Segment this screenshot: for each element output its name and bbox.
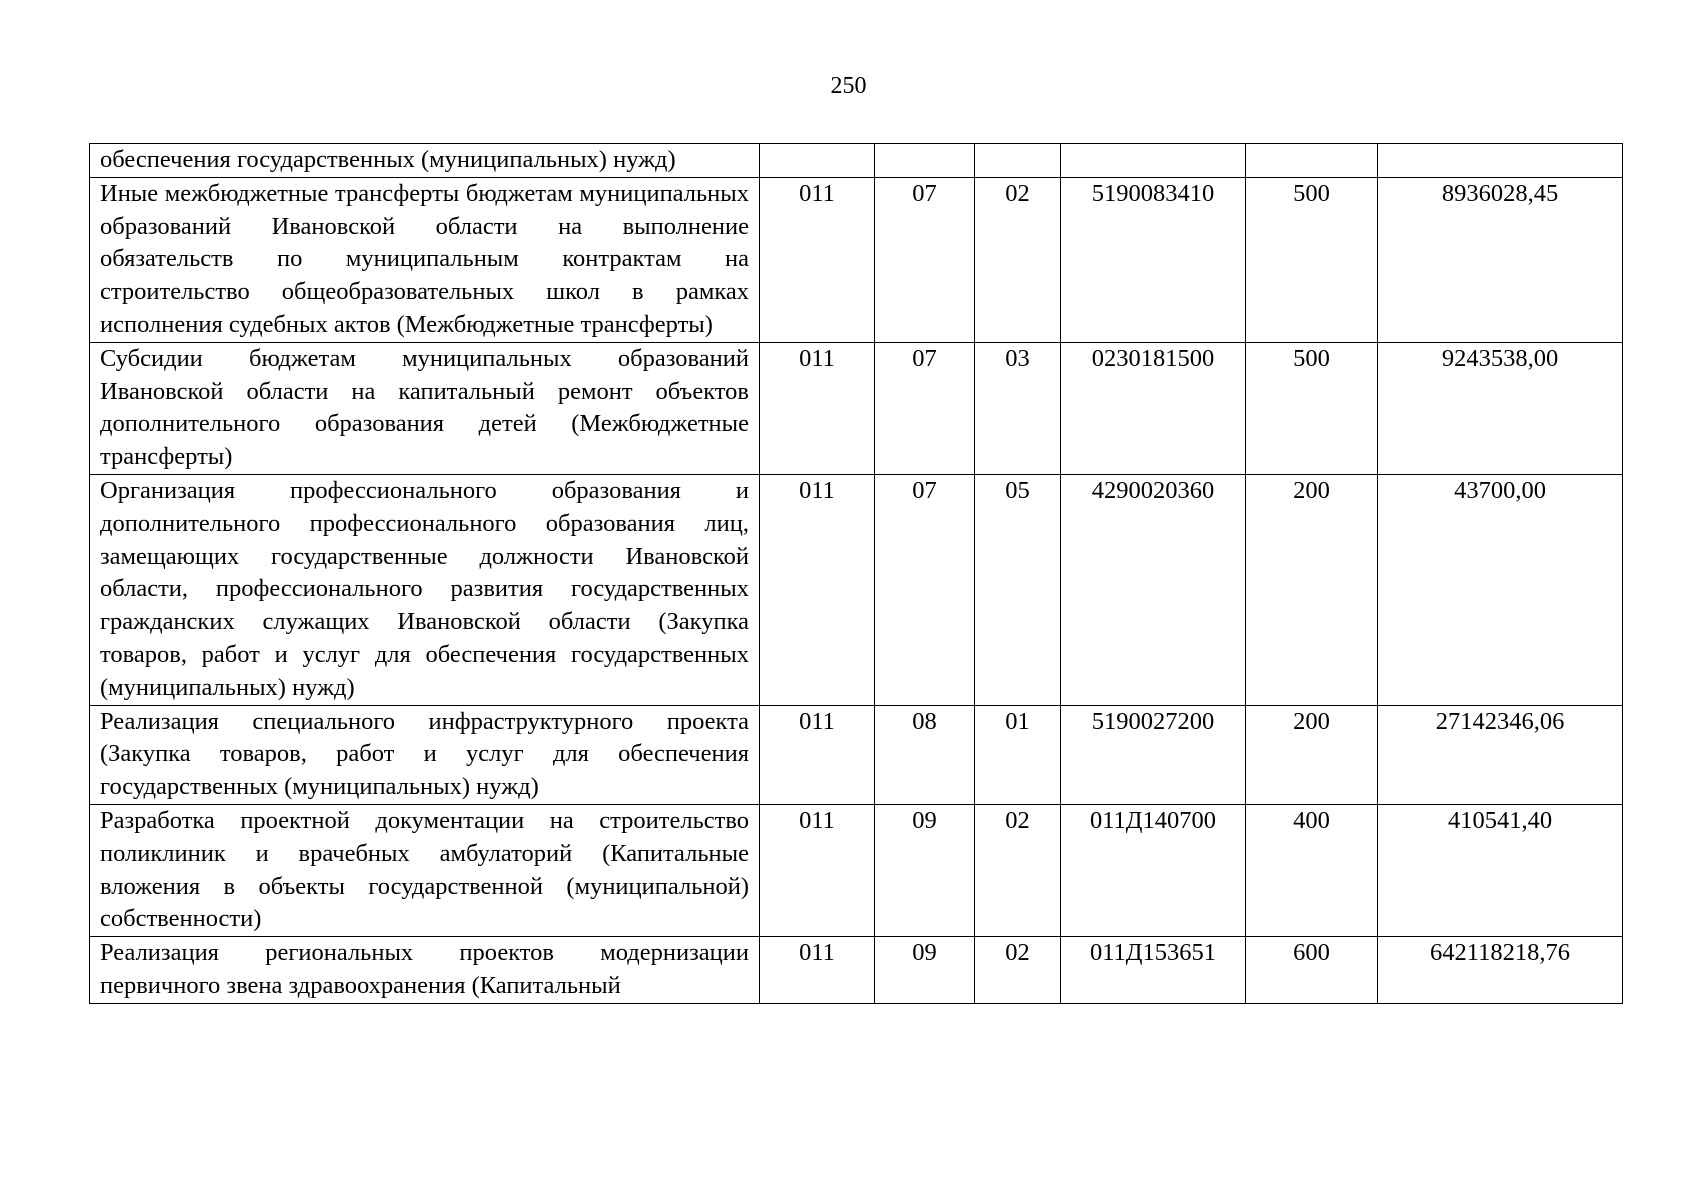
row-amount: 43700,00	[1378, 474, 1623, 705]
row-target-article: 5190027200	[1061, 705, 1246, 804]
row-description: Организация профессионального образования и дополнительного профессионального образования лиц, замещающих государственные должности Ивановской области, профессионального развития государственных гражданских служащих Ивановской области (Закупка товаров, работ и услуг для обеспечения государственных (муниципальных) нужд)	[90, 474, 760, 705]
row-section-code: 09	[875, 937, 975, 1004]
row-description: Реализация региональных проектов модернизации первичного звена здравоохранения (Капитальный	[90, 937, 760, 1004]
row-target-article: 011Д140700	[1061, 804, 1246, 936]
row-section-code: 08	[875, 705, 975, 804]
row-amount: 27142346,06	[1378, 705, 1623, 804]
row-subsection-code: 05	[975, 474, 1061, 705]
table-row	[90, 342, 1623, 474]
row-subsection-code: 03	[975, 342, 1061, 474]
row-target-article: 5190083410	[1061, 177, 1246, 342]
row-target-article: 0230181500	[1061, 342, 1246, 474]
row-expense-type: 200	[1246, 474, 1378, 705]
row-subsection-code: 02	[975, 177, 1061, 342]
row-section-code: 07	[875, 342, 975, 474]
row-expense-type	[1246, 144, 1378, 178]
row-subsection-code: 02	[975, 937, 1061, 1004]
row-target-article: 4290020360	[1061, 474, 1246, 705]
table-row	[90, 474, 1623, 705]
row-ministry-code: 011	[760, 804, 875, 936]
row-description: Субсидии бюджетам муниципальных образований Ивановской области на капитальный ремонт объектов дополнительного образования детей (Межбюджетные трансферты)	[90, 342, 760, 474]
row-ministry-code	[760, 144, 875, 178]
table-row	[90, 705, 1623, 804]
row-target-article	[1061, 144, 1246, 178]
row-description: обеспечения государственных (муниципальных) нужд)	[90, 144, 760, 178]
row-expense-type: 500	[1246, 177, 1378, 342]
row-expense-type: 600	[1246, 937, 1378, 1004]
row-subsection-code: 02	[975, 804, 1061, 936]
row-expense-type: 200	[1246, 705, 1378, 804]
page-number: 250	[830, 73, 867, 99]
row-amount: 410541,40	[1378, 804, 1623, 936]
row-ministry-code: 011	[760, 474, 875, 705]
row-amount: 642118218,76	[1378, 937, 1623, 1004]
row-amount: 8936028,45	[1378, 177, 1623, 342]
row-amount	[1378, 144, 1623, 178]
row-section-code: 07	[875, 474, 975, 705]
table-row	[90, 804, 1623, 936]
row-ministry-code: 011	[760, 937, 875, 1004]
row-subsection-code	[975, 144, 1061, 178]
table-row	[90, 177, 1623, 342]
row-amount: 9243538,00	[1378, 342, 1623, 474]
row-subsection-code: 01	[975, 705, 1061, 804]
row-expense-type: 500	[1246, 342, 1378, 474]
budget-table	[89, 143, 1623, 1004]
row-description: Реализация специального инфраструктурного проекта (Закупка товаров, работ и услуг для обеспечения государственных (муниципальных) нужд)	[90, 705, 760, 804]
row-ministry-code: 011	[760, 177, 875, 342]
table-row	[90, 144, 1623, 178]
row-target-article: 011Д153651	[1061, 937, 1246, 1004]
row-section-code: 09	[875, 804, 975, 936]
row-description: Иные межбюджетные трансферты бюджетам муниципальных образований Ивановской области на выполнение обязательств по муниципальным контрактам на строительство общеобразовательных школ в рамках исполнения судебных актов (Межбюджетные трансферты)	[90, 177, 760, 342]
row-ministry-code: 011	[760, 705, 875, 804]
row-description: Разработка проектной документации на строительство поликлиник и врачебных амбулаторий (Капитальные вложения в объекты государственной (муниципальной) собственности)	[90, 804, 760, 936]
row-section-code: 07	[875, 177, 975, 342]
table-row	[90, 937, 1623, 1004]
row-section-code	[875, 144, 975, 178]
row-expense-type: 400	[1246, 804, 1378, 936]
row-ministry-code: 011	[760, 342, 875, 474]
